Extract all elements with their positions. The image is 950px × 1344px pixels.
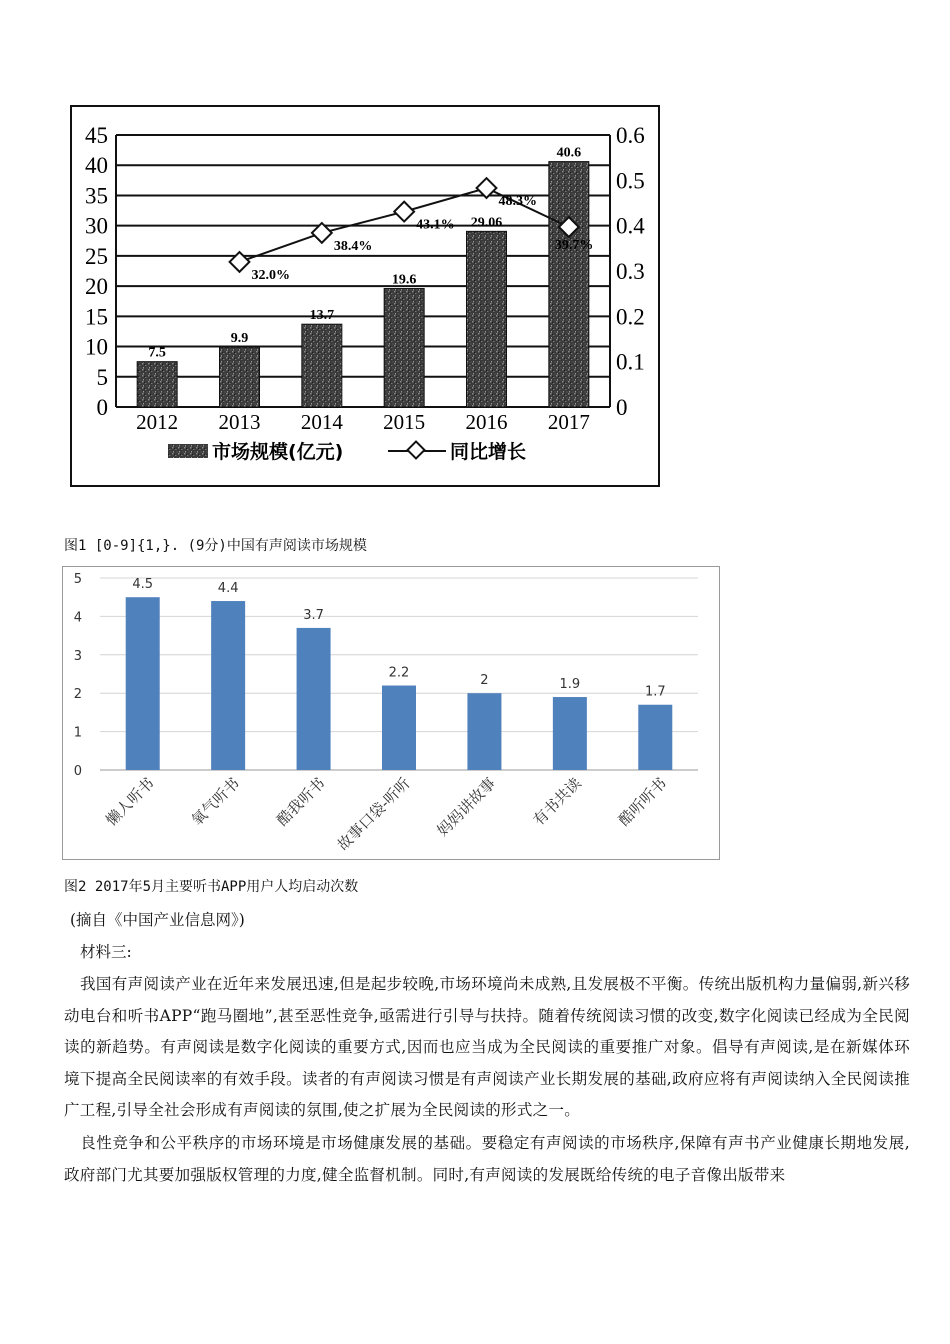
y-right-tick-label: 0 [616, 395, 628, 420]
growth-value-label: 48.3% [498, 194, 537, 210]
bar-妈妈讲故事 [467, 693, 501, 770]
bar-value-label: 19.6 [391, 272, 417, 288]
y-right-tick-label: 0.2 [616, 304, 645, 330]
x-tick-label: 2012 [136, 410, 179, 434]
figure2-caption: 图2 2017年5月主要听书APP用户人均启动次数 [64, 879, 359, 895]
legend-label-market-size: 市场规模(亿元) [212, 441, 344, 463]
bar-value-label: 9.9 [230, 331, 249, 347]
bar-value-label: 4.4 [217, 581, 239, 597]
y-right-tick-label: 0.6 [616, 123, 645, 148]
x-tick-label: 妈妈讲故事 [433, 774, 500, 840]
bar-value-label: 1.9 [559, 677, 581, 693]
figure1-caption: 图1 [0-9]{1,}. (9分)中国有声阅读市场规模 [64, 538, 367, 554]
legend-label-growth: 同比增长 [450, 441, 527, 463]
bar-懒人听书 [126, 597, 160, 770]
growth-value-label: 38.4% [333, 238, 373, 254]
x-tick-label: 酷我听书 [273, 774, 329, 830]
bar-value-label: 3.7 [303, 607, 324, 623]
y-left-tick-label: 5 [96, 364, 108, 390]
bar-酷听听书 [638, 705, 672, 770]
bar-value-label: 2.2 [388, 665, 410, 681]
bar-value-label: 40.6 [556, 145, 582, 161]
y-tick-label: 0 [73, 764, 82, 779]
y-left-tick-label: 30 [85, 213, 108, 239]
x-tick-label: 2013 [218, 410, 261, 434]
bar-2012 [137, 362, 177, 407]
y-left-tick-label: 25 [85, 243, 108, 269]
y-right-tick-label: 0.5 [616, 168, 645, 194]
x-tick-label: 2014 [300, 410, 343, 434]
y-right-tick-label: 0.3 [616, 259, 645, 284]
x-tick-label: 有书共读 [529, 774, 585, 830]
x-tick-label: 氧气听书 [187, 774, 243, 830]
y-left-tick-label: 20 [85, 274, 108, 300]
bar-value-label: 2 [480, 673, 489, 689]
y-left-tick-label: 35 [85, 183, 108, 209]
paragraph-1: 我国有声阅读产业在近年来发展迅速,但是起步较晚,市场环境尚未成熟,且发展极不平衡。传统出版机构力量偏弱,新兴移动电台和听书APP“跑马圈地”,甚至恶性竞争,亟需进行引导与扶持。随着传统阅读习惯的改变,数字化阅读已经成为全民阅读的新趋势。有声阅读是数字化阅读的重要方式,因而也应当成为全民阅读的重要推广对象。倡导有声阅读,是在新媒体环境下提高全民阅读率的有效手段。读者的有声阅读习惯是有声阅读产业长期发展的基础,政府应将有声阅读纳入全民阅读推广工程,引导全社会形成有声阅读的氛围,使之扩展为全民阅读的形式之一。 [64, 975, 910, 1119]
y-left-tick-label: 15 [85, 304, 108, 330]
bar-酷我听书 [297, 628, 331, 770]
y-right-tick-label: 0.1 [616, 349, 645, 375]
x-tick-label: 2016 [465, 410, 508, 434]
y-tick-label: 4 [73, 610, 82, 626]
y-tick-label: 1 [73, 725, 82, 741]
x-tick-label: 2017 [547, 410, 590, 434]
x-tick-label: 故事口袋-听听 [333, 774, 414, 855]
bar-value-label: 13.7 [309, 308, 335, 324]
growth-value-label: 32.0% [251, 267, 290, 283]
y-tick-label: 2 [73, 687, 82, 703]
y-left-tick-label: 10 [85, 334, 108, 360]
bar-2016 [467, 231, 507, 407]
bar-2015 [384, 289, 424, 407]
market-size-chart [70, 105, 660, 487]
y-tick-label: 3 [73, 648, 82, 664]
bar-value-label: 1.7 [644, 684, 666, 700]
x-tick-label: 懒人听书 [102, 774, 158, 830]
bar-氧气听书 [211, 601, 245, 770]
bar-有书共读 [553, 697, 587, 770]
x-tick-label: 酷听听书 [614, 774, 671, 830]
x-tick-label: 2015 [383, 410, 426, 434]
growth-value-label: 43.1% [416, 217, 455, 233]
section-heading: 材料三: [80, 943, 132, 961]
bar-value-label: 4.5 [132, 577, 154, 593]
y-left-tick-label: 0 [96, 395, 108, 420]
growth-value-label: 39.7% [554, 238, 594, 254]
y-tick-label: 5 [73, 572, 82, 587]
y-right-tick-label: 0.4 [616, 213, 645, 239]
bar-value-label: 29.06 [470, 215, 503, 231]
legend-swatch-bar [168, 444, 208, 458]
bar-2017 [549, 162, 589, 407]
bar-2014 [302, 324, 342, 407]
y-left-tick-label: 45 [85, 123, 108, 148]
bar-value-label: 7.5 [148, 345, 166, 361]
bar-2013 [220, 347, 260, 407]
y-left-tick-label: 40 [85, 153, 108, 179]
source-note: (摘自《中国产业信息网》) [70, 911, 245, 929]
app-launch-chart [62, 566, 720, 860]
bar-故事口袋-听听 [382, 686, 416, 770]
paragraph-2: 良性竞争和公平秩序的市场环境是市场健康发展的基础。要稳定有声阅读的市场秩序,保障有声书产业健康长期地发展,政府部门尤其要加强版权管理的力度,健全监督机制。同时,有声阅读的发展既给传统的电子音像出版带来 [64, 1134, 910, 1184]
